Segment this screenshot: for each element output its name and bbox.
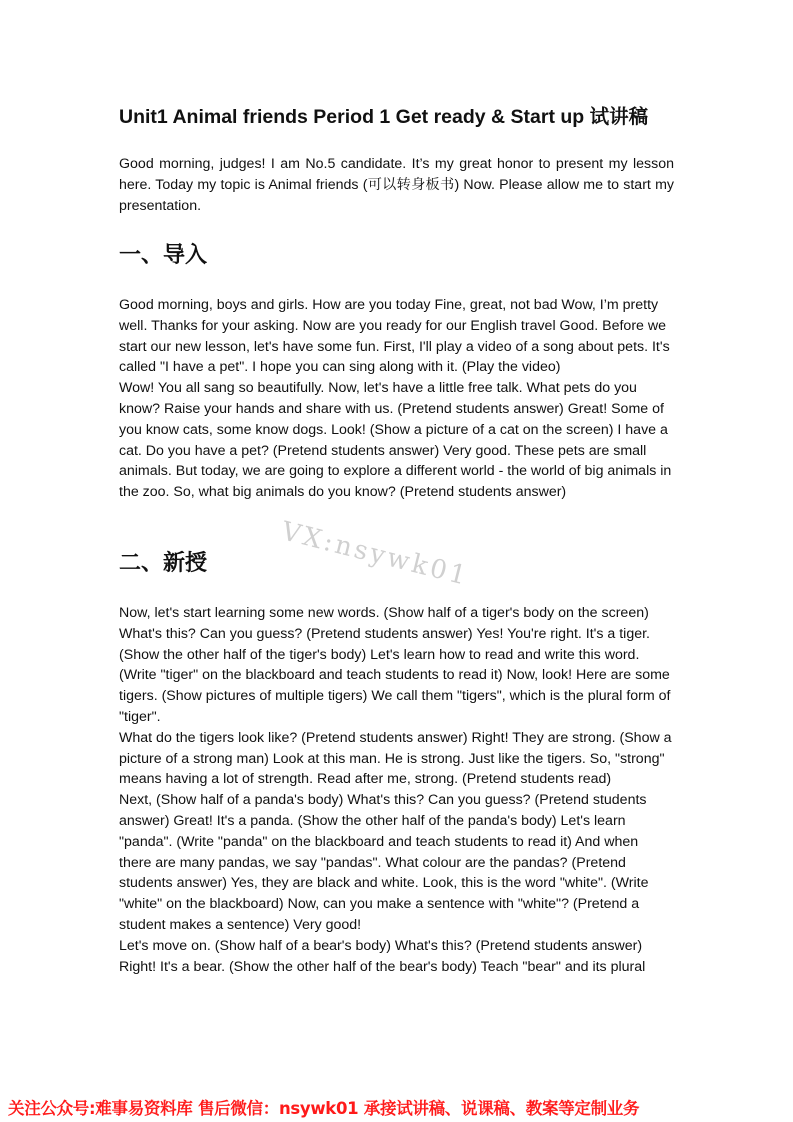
paragraph: Good morning, boys and girls. How are you today Fine, great, not bad Wow, I’m pretty well. Thanks for your asking. Now are you ready for our English travel Good. Before we start our new lesson, let's have some fun. First, I'll play a video of a song about pets. It's called "I have a pet". I hope you can sing along with it. (Play the video) bbox=[119, 297, 670, 376]
paragraph: Wow! You all sang so beautifully. Now, let's have a little free talk. What pets do you know? Raise your hands and share with us. (Pretend students answer) Great! Some of you know cats, some know dogs. Look! (Show a picture of a cat on the screen) I have a cat. Do you have a pet? (Pretend students answer) Very good. These pets are small animals. But today, we are going to explore a different world - the world of big animals in the zoo. So, what big animals do you know? (Pretend students answer) bbox=[119, 380, 672, 501]
watermark: VX:nsywk01 bbox=[278, 516, 472, 592]
document-title: Unit1 Animal friends Period 1 Get ready & Start up 试讲稿 bbox=[119, 106, 649, 128]
intro-paragraph bbox=[119, 154, 674, 216]
section2-body bbox=[119, 603, 674, 977]
section-heading-intro: 一、导入 bbox=[119, 243, 208, 268]
intro-text: Good morning, judges! I am No.5 candidate. It’s my great honor to present my lesson here. Today my topic is Animal friends (可以转身板书) Now. Please allow me to start my presentation. bbox=[119, 156, 674, 214]
paragraph: What do the tigers look like? (Pretend students answer) Right! They are strong. (Show a picture of a strong man) Look at this man. He is strong. Just like the tigers. So, "strong" means having a lot of strength. Read after me, strong. (Pretend students read) bbox=[119, 729, 672, 788]
paragraph: Now, let's start learning some new words. (Show half of a tiger's body on the screen) What's this? Can you guess? (Pretend students answer) Yes! You're right. It's a tiger. (Show the other half of the tiger's body) Let's learn how to read and write this word. (Write "tiger" on the blackboard and teach students to read it) Now, look! Here are some tigers. (Show pictures of multiple tigers) We call them "tigers", which is the plural form of "tiger". bbox=[119, 605, 671, 725]
paragraph: Let's move on. (Show half of a bear's body) What's this? (Pretend students answer) Right! It's a bear. (Show the other half of the bear's body) Teach "bear" and its plural bbox=[119, 937, 646, 975]
footer-banner: 关注公众号:难事易资料库 售后微信：nsywk01 承接试讲稿、说课稿、教案等定制业务 bbox=[8, 1099, 640, 1118]
section1-body bbox=[119, 295, 674, 503]
section-heading-new-lesson: 二、新授 bbox=[119, 551, 208, 576]
paragraph: Next, (Show half of a panda's body) What's this? Can you guess? (Pretend students answer) Great! It's a panda. (Show the other half of the panda's body) Let's learn "panda". (Write "panda" on the blackboard and teach students to read it) And when there are many pandas, we say "pandas". What colour are the pandas? (Pretend students answer) Yes, they are black and white. Look, this is the word "white". (Write "white" on the blackboard) Now, can you make a sentence with "white"? (Pretend a student makes a sentence) Very good! bbox=[119, 792, 649, 933]
